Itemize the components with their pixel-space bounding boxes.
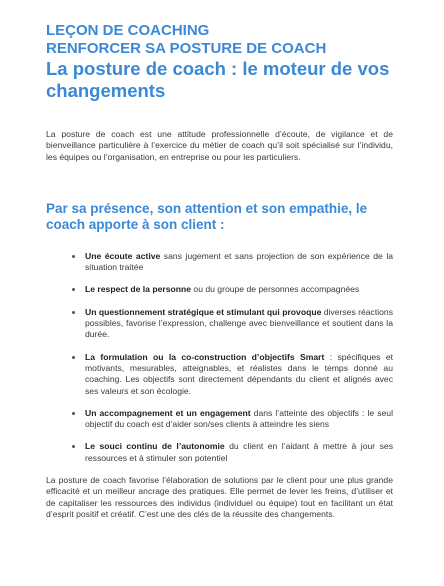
list-item bbox=[85, 307, 393, 341]
list-item-bold: Un questionnement stratégique et stimulant qui provoque bbox=[85, 306, 322, 317]
list-item-bold: Une écoute active bbox=[85, 250, 161, 261]
kicker-line-1: LEÇON DE COACHING bbox=[46, 22, 210, 39]
list-item bbox=[85, 284, 393, 295]
list-item-text: ou du groupe de personnes accompagnées bbox=[191, 284, 360, 295]
list-item bbox=[85, 352, 393, 397]
list-item-bold: Le respect de la personne bbox=[85, 284, 192, 295]
document-page bbox=[46, 22, 393, 529]
list-item-bold: Un accompagnement et un engagement bbox=[85, 407, 251, 418]
page-title: La posture de coach : le moteur de vos changements bbox=[46, 58, 390, 101]
intro-paragraph: La posture de coach est une attitude professionnelle d’écoute, de vigilance et de bienveillance particulière à l’exercice du métier de coach qu’il soit spécialisé sur l’individu, les équipes ou l’organisation, en entreprise ou pour les particuliers. bbox=[46, 129, 393, 162]
benefits-list bbox=[46, 251, 393, 464]
list-item bbox=[85, 251, 393, 274]
list-item-bold: Le souci continu de l’autonomie bbox=[85, 441, 225, 452]
list-item-text: du client en l’aidant à mettre à jour ses ressources et à stimuler son potentiel bbox=[85, 441, 393, 463]
list-item bbox=[85, 408, 393, 431]
list-item bbox=[85, 441, 393, 464]
list-item-bold: La formulation ou la co-construction d’objectifs Smart bbox=[85, 351, 325, 362]
list-item-text: sans jugement et sans projection de son expérience de la situation traitée bbox=[85, 250, 394, 273]
closing-paragraph: La posture de coach favorise l’élaboration de solutions par le client pour une plus grande efficacité et un meilleur ancrage des pratiques. Elle permet de lever les freins, d’utiliser et de capitaliser les ressources des individus (individuel ou équipe) tout en facilitant un état d’esprit positif et créatif. C’est une des clés de la réussite des changements. bbox=[46, 475, 393, 519]
list-item-text: : spécifiques et motivants, mesurables, atteignables, et réalistes dans le temps donné au coaching. Les objectifs sont directement dépendants du client et alignés avec ses valeurs et son écologie. bbox=[85, 351, 393, 396]
list-item-text: dans l’atteinte des objectifs : le seul objectif du coach est d’aider son/ses clients à atteindre les siens bbox=[85, 407, 393, 430]
kicker-line-2: RENFORCER SA POSTURE DE COACH bbox=[46, 40, 327, 57]
list-item-text: diverses réactions possibles, favorise l’expression, challenge avec bienveillance et soutient dans la durée. bbox=[85, 306, 394, 340]
section-heading: Par sa présence, son attention et son empathie, le coach apporte à son client : bbox=[46, 200, 368, 233]
